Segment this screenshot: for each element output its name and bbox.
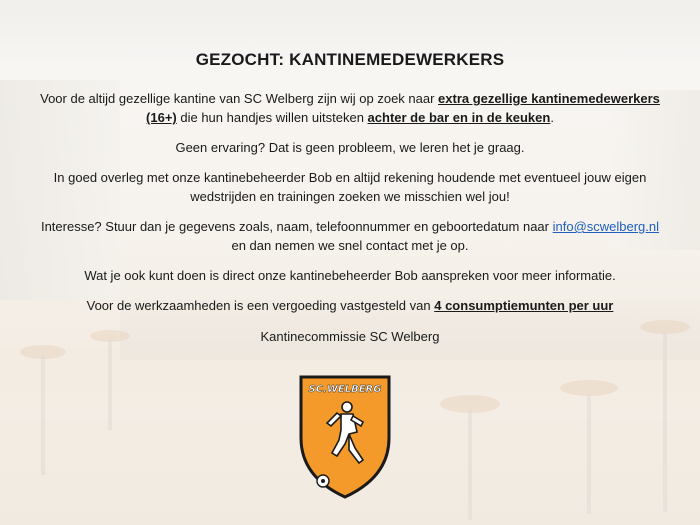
- intro-text-end: .: [550, 110, 554, 125]
- contact-text-end: en dan nemen we snel contact met je op.: [231, 238, 469, 253]
- contact-paragraph: [40, 217, 660, 255]
- logo-text: SC.WELBERG: [308, 384, 382, 395]
- contact-text: Interesse? Stuur dan je gegevens zoals, naam, telefoonnummer en geboortedatum naar: [40, 219, 553, 234]
- intro-paragraph: [40, 89, 660, 127]
- schedule-paragraph: In goed overleg met onze kantinebeheerder Bob en altijd rekening houdende met eventueel jouw eigen wedstrijden en trainingen zoeken we misschien wel jou!: [53, 170, 647, 204]
- club-logo: [297, 374, 393, 500]
- compensation-text: Voor de werkzaamheden is een vergoeding vastgesteld van: [86, 298, 435, 313]
- signature: Kantinecommissie SC Welberg: [260, 329, 440, 344]
- experience-paragraph: Geen ervaring? Dat is geen probleem, we leren het je graag.: [175, 140, 525, 155]
- intro-text: Voor de altijd gezellige kantine van SC Welberg zijn wij op zoek naar: [40, 91, 439, 106]
- intro-emphasis-role: extra gezellige kantinemedewerkers (16+): [146, 91, 660, 125]
- page-title: GEZOCHT: KANTINEMEDEWERKERS: [195, 50, 505, 69]
- compensation-amount: 4 consumptiemunten per uur: [434, 298, 614, 313]
- intro-emphasis-location: achter de bar en in de keuken: [367, 110, 551, 125]
- compensation-paragraph: [40, 296, 660, 315]
- intro-text-middle: die hun handjes willen uitsteken: [176, 110, 368, 125]
- email-link[interactable]: info@scwelberg.nl: [552, 219, 660, 234]
- info-paragraph: Wat je ook kunt doen is direct onze kantinebeheerder Bob aanspreken voor meer informatie.: [84, 268, 616, 283]
- ball-icon: [317, 475, 329, 487]
